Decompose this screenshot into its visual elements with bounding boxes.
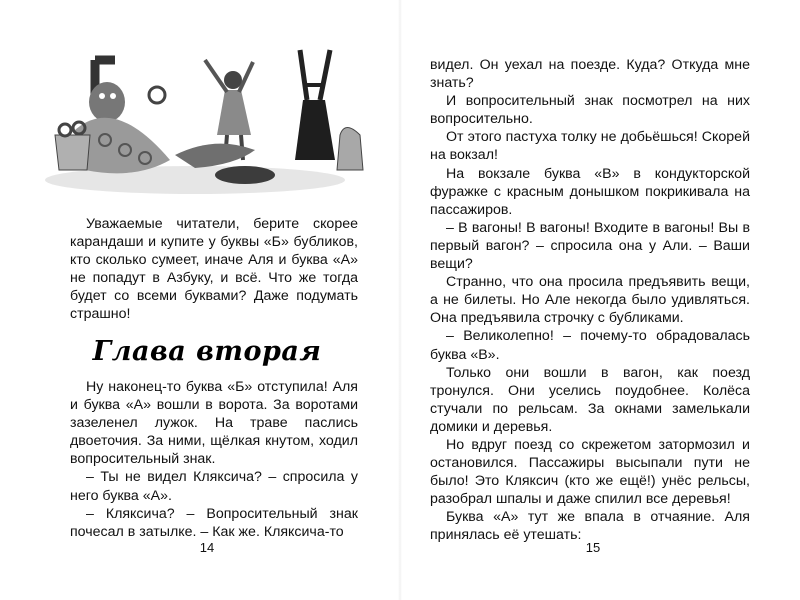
paragraph: – Великолепно! – почему-то обрадовалась буква «В». (430, 328, 750, 363)
bagel-basket (55, 122, 90, 170)
paragraph: Странно, что она просила предъявить вещи, а не билеты. Но Але некогда было удивляться. Она предъявила строчку с бубликами. (430, 274, 750, 327)
page-number: 15 (585, 540, 601, 555)
illustration (45, 40, 365, 200)
right-text (430, 56, 750, 545)
paragraph: – Ты не видел Кляксича? – спросила у него буква «А». (70, 469, 358, 504)
chapter-title: Глава вторая (92, 336, 322, 367)
paragraph: Уважаемые читатели, берите скорее карандаши и купите у буквы «Б» бубликов, кто сколько сумеет, иначе Аля и буква «А» не попадут в Азбуку, и всё. Что же тогда будет со всеми буквами? Даже подумать страшно! (70, 216, 358, 323)
left-top-text (70, 215, 358, 324)
paragraph: На вокзале буква «В» в кондукторской фуражке с красным донышком покрикивала на пассажиров. (430, 165, 750, 218)
paragraph: Буква «А» тут же впала в отчаяние. Аля принялась её утешать: (430, 509, 750, 544)
paragraph: И вопросительный знак посмотрел на них вопросительно. (430, 93, 750, 128)
cushion (215, 166, 275, 184)
paragraph: Ну наконец-то буква «Б» отступила! Аля и буква «А» вошли в ворота. За воротами зазеленел лужок. На траве паслись двоеточия. За ними, щёлкая кнутом, ходил вопросительный знак. (70, 379, 358, 468)
crocodile-figure (175, 144, 255, 168)
letter-a-character (295, 50, 335, 160)
paragraph: видел. Он уехал на поезде. Куда? Откуда мне знать? (430, 57, 750, 92)
paragraph: Только они вошли в вагон, как поезд тронулся. Они уселись поудобнее. Колёса стучали по рельсам. За окнами замелькали домики и деревья. (430, 364, 750, 435)
page-number: 14 (199, 540, 215, 555)
paragraph: Но вдруг поезд со скрежетом затормозил и остановился. Пассажиры высыпали пути не было! Это Кляксич (кто же ещё!) унёс рельсы, разобрал шпалы и даже спилил все деревья! (430, 436, 750, 508)
paragraph: От этого пастуха толку не добьёшься! Скорей на вокзал! (430, 129, 750, 164)
right-page (400, 0, 800, 600)
paragraph: – Кляксича? – Вопросительный знак почесал в затылке. – Как же. Кляксича-то (70, 505, 358, 540)
paragraph: – В вагоны! В вагоны! Входите в вагоны! Вы в первый вагон? – спросила она у Али. – Ваши вещи? (430, 219, 750, 273)
letter-b-character (75, 60, 170, 173)
bag (337, 128, 363, 171)
left-bottom-text (70, 378, 358, 541)
